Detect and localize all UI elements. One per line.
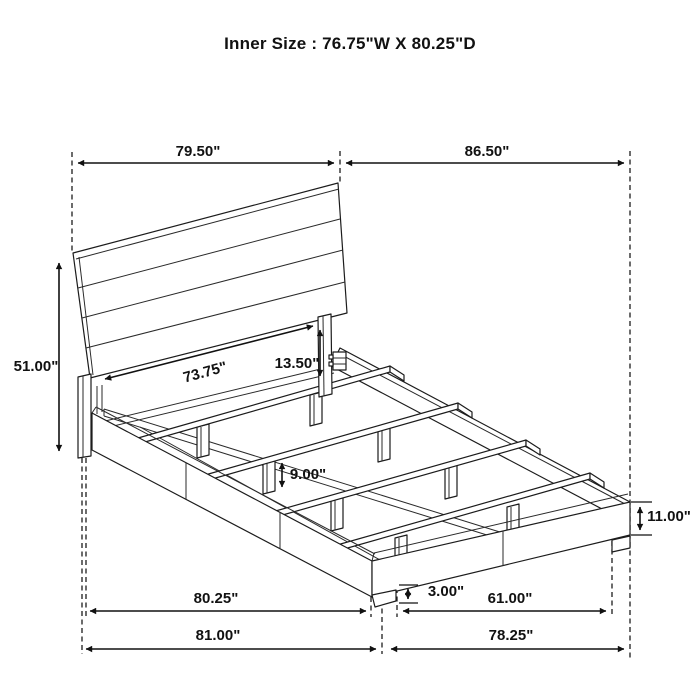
dim-label-headboard-width: 79.50" (175, 143, 221, 160)
slat-leg (263, 460, 275, 494)
dim-label-headboard-clearance: 13.50" (274, 355, 320, 372)
diagram-title: Inner Size : 76.75"W X 80.25"D (224, 34, 476, 53)
dim-label-frame-length: 86.50" (464, 143, 510, 160)
slat-leg (378, 428, 390, 462)
dim-label-headboard-height: 51.00" (13, 358, 59, 375)
foot-rail (372, 494, 630, 597)
dim-label-base-width: 80.25" (193, 590, 239, 607)
dim-label-side-rail-height: 11.00" (647, 508, 691, 525)
bed-drawing (73, 183, 630, 607)
headboard-left-leg (78, 374, 91, 458)
slat-leg (331, 497, 343, 531)
slat-leg (197, 424, 209, 458)
dim-label-toe-kick-height: 3.00" (427, 583, 465, 600)
dim-label-overall-length: 78.25" (488, 627, 534, 644)
dim-label-slat-support-height: 9.00" (289, 466, 327, 483)
dim-label-overall-width: 81.00" (195, 627, 241, 644)
dim-label-base-inner-length: 61.00" (487, 590, 533, 607)
slat-leg (445, 465, 457, 499)
dim-label-headboard-inner-width: 73.75" (181, 358, 229, 387)
